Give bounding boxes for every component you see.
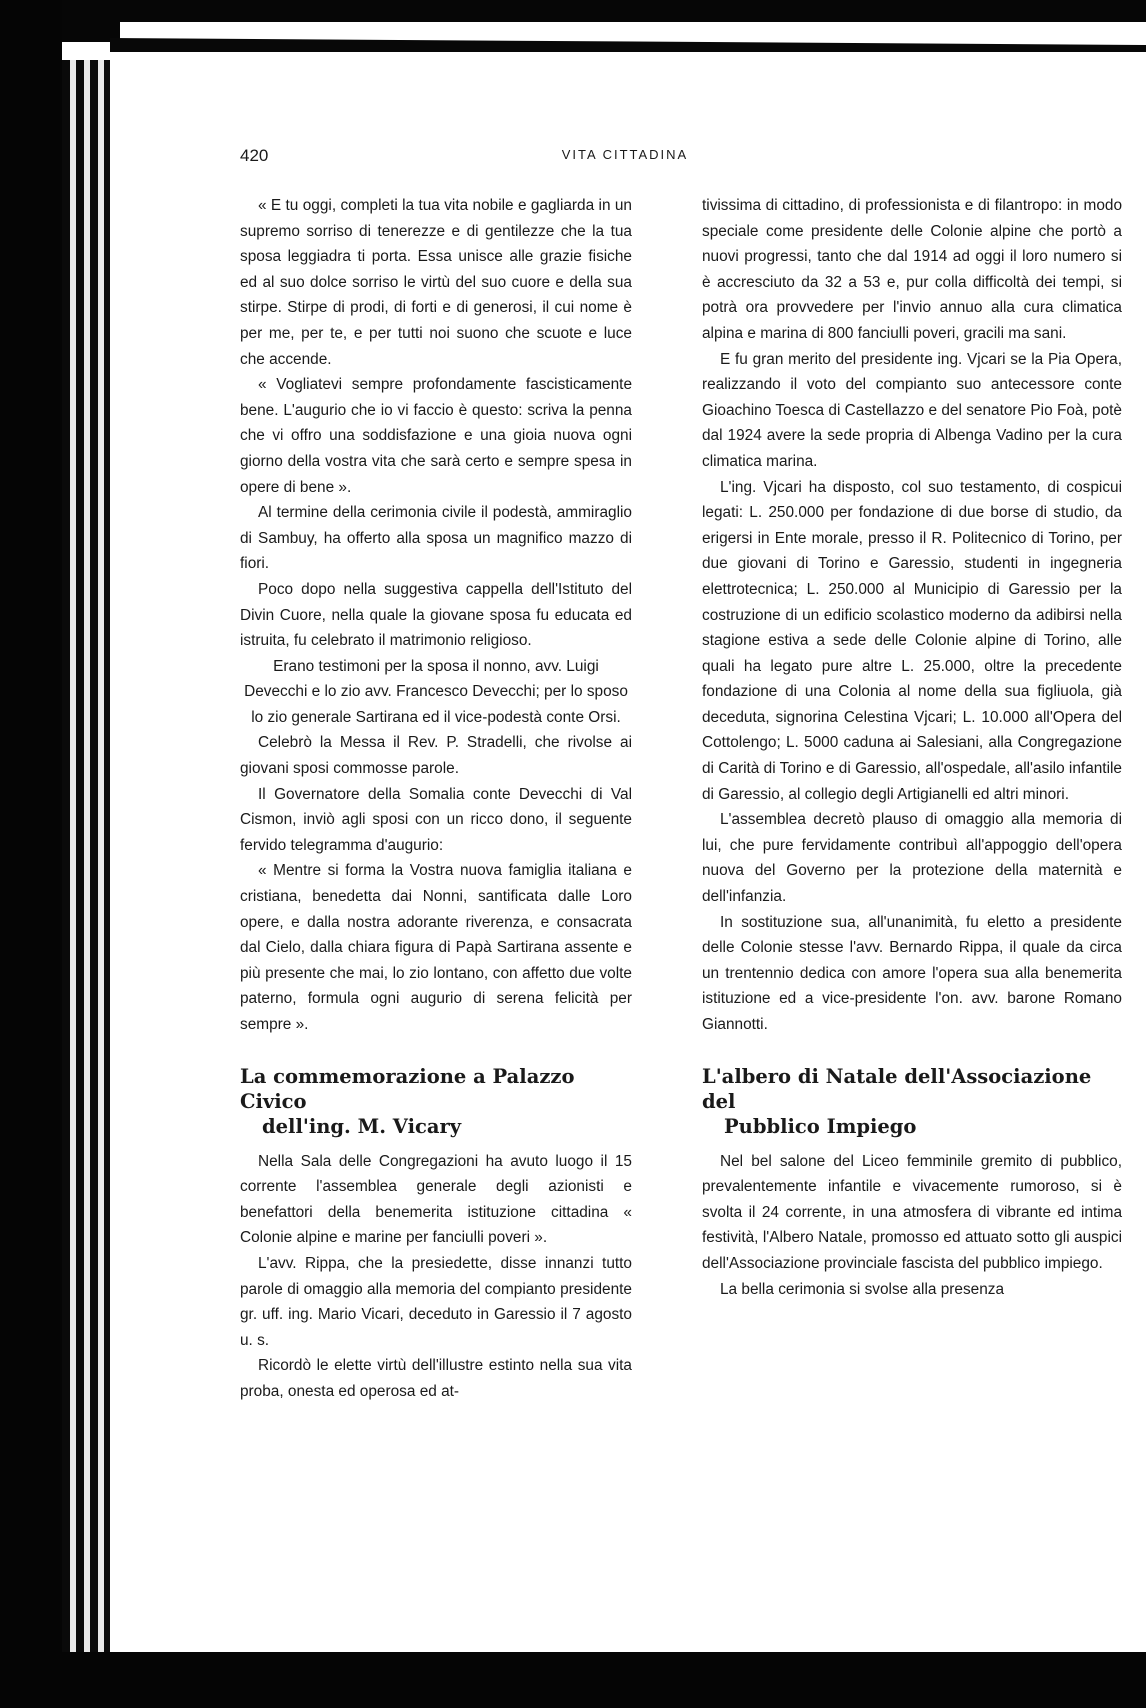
- left-column: [240, 193, 632, 1405]
- paragraph: Nel bel salone del Liceo femminile gremito di pubblico, prevalentemente infantile e vivacemente rumoroso, si è svolta il 24 corrente, in una atmosfera di vibrante ed intima festività, l'Albero Natale, promosso ed attuato sotto gli auspici dell'Associazione provinciale fascista del pubblico impiego.: [702, 1152, 1122, 1272]
- right-column: [702, 193, 1122, 1302]
- paragraph: In sostituzione sua, all'unanimità, fu eletto a presidente delle Colonie stesse l'avv. Bernardo Rippa, il quale da circa un trentennio dedica con amore l'opera sua alla benemerita istituzione ed a vice-presidente l'on. avv. barone Romano Giannotti.: [702, 913, 1122, 1033]
- paragraph: « Vogliatevi sempre profondamente fascisticamente bene. L'augurio che io vi faccio è questo: scriva la penna che vi offro una soddisfazione e una gioia nuova ogni giorno della vostra vita che sarà certo e sempre spesa in opere di bene ».: [240, 376, 632, 496]
- paragraph: L'ing. Vjcari ha disposto, col suo testamento, di cospicui legati: L. 250.000 per fondazione di due borse di studio, da erigersi in Ente morale, presso il R. Politecnico di Torino, per due giovani di Torino e Garessio, studenti in ingegneria elettrotecnica; L. 250.000 al Municipio di Garessio per la costruzione di un edificio scolastico moderno da adibirsi nella stagione estiva a sede delle Colonie alpine di Torino, alle quali ha legato pure altre L. 25.000, oltre la precedente fondazione di una Colonia al nome della sua figliuola, già deceduta, signorina Celestina Vjcari; L. 10.000 all'Opera del Cottolengo; L. 5000 caduna ai Salesiani, alla Congregazione di Carità di Torino e di Garessio, all'ospedale, all'asilo infantile di Garessio, al collegio degli Artigianelli ed altri minori.: [702, 478, 1122, 803]
- running-head: [240, 146, 1010, 164]
- paragraph: Ricordò le elette virtù dell'illustre estinto nella sua vita proba, onesta ed operosa ed at-: [240, 1357, 632, 1400]
- scan-frame-bottom: [0, 1652, 1146, 1708]
- paragraph: Celebrò la Messa il Rev. P. Stradelli, che rivolse ai giovani sposi commosse parole.: [240, 734, 632, 778]
- paragraph: La bella cerimonia si svolse alla presenza: [720, 1280, 1005, 1298]
- paragraph: Poco dopo nella suggestiva cappella dell'Istituto del Divin Cuore, nella quale la giovane sposa fu educata ed istruita, fu celebrato il matrimonio religioso.: [240, 580, 632, 650]
- heading-line: dell'ing. M. Vicary: [262, 1114, 462, 1138]
- heading-line: La commemorazione a Palazzo Civico: [240, 1064, 575, 1113]
- paragraph: L'assemblea decretò plauso di omaggio alla memoria di lui, che pure fervidamente contribuì all'appoggio dell'opera nuova del Governo per la protezione della maternità e dell'infanzia.: [702, 811, 1122, 906]
- paragraph: Il Governatore della Somalia conte Devecchi di Val Cismon, inviò agli sposi con un ricco dono, il seguente fervido telegramma d'augurio:: [240, 785, 632, 854]
- heading-line: L'albero di Natale dell'Associazione del: [702, 1064, 1092, 1113]
- paragraph: « E tu oggi, completi la tua vita nobile e gagliarda in un supremo sorriso di tenerezze e di gentilezze che la tua sposa leggiadra ti porta. Essa unisce alle grazie fisiche ed al suo dolce sorriso le virtù del suo cuore e della sua stirpe. Stirpe di prodi, di forti e di generosi, il cui nome è per me, per te, e per tutti noi suono che scuote e luce che accende.: [240, 197, 632, 368]
- heading-line: Pubblico Impiego: [724, 1114, 917, 1138]
- section-heading-commemorazione: [240, 1064, 632, 1139]
- paragraph: E fu gran merito del presidente ing. Vjcari se la Pia Opera, realizzando il voto del compianto suo antecessore conte Gioachino Toesca di Castellazzo e del senatore Pio Foà, potè dal 1924 avere la sede propria di Albenga Vadino per la cura climatica marina.: [702, 350, 1122, 470]
- book-page-edge: [62, 60, 70, 1652]
- paragraph: Nella Sala delle Congregazioni ha avuto luogo il 15 corrente l'assemblea generale degli azionisti e benefattori della benemerita istituzione cittadina « Colonie alpine e marine per fanciulli poveri ».: [240, 1152, 632, 1247]
- paragraph: tivissima di cittadino, di professionista e di filantropo: in modo speciale come presidente delle Colonie alpine che portò a nuovi progressi, tanto che dal 1914 ad oggi il loro numero si è accresciuto da 32 a 53 e, pur colla difficoltà dei tempi, si potrà ora provvedere per l'invio annuo alla cura climatica alpina e marina di 800 fanciulli poveri, gracili ma sani.: [702, 197, 1122, 342]
- paragraph: Al termine della cerimonia civile il podestà, ammiraglio di Sambuy, ha offerto alla sposa un magnifico mazzo di fiori.: [240, 504, 632, 573]
- paragraph: L'avv. Rippa, che la presiedette, disse innanzi tutto parole di omaggio alla memoria del compianto presidente gr. uff. ing. Mario Vicari, deceduto in Garessio il 7 agosto u. s.: [240, 1254, 632, 1349]
- scan-frame-left: [0, 0, 62, 1708]
- book-page-edge: [90, 60, 98, 1652]
- book-page-edge: [76, 60, 84, 1652]
- page-number: 420: [240, 146, 269, 165]
- book-page-edge: [104, 60, 110, 1652]
- paragraph: « Mentre si forma la Vostra nuova famiglia italiana e cristiana, benedetta dai Nonni, santificata dalle Loro opere, e dalla nostra adorante riverenza, e consacrata dal Cielo, dalla chiara figura di Papà Sartirana assente e più presente che mai, lo zio lontano, con affetto due volte paterno, formula ogni augurio di serena felicità per sempre ».: [240, 862, 632, 1033]
- paragraph: Erano testimoni per la sposa il nonno, avv. Luigi Devecchi e lo zio avv. Francesco Devecchi; per lo sposo lo zio generale Sartirana ed il vice-podestà conte Orsi.: [244, 657, 628, 726]
- journal-title: VITA CITTADINA: [561, 147, 689, 162]
- section-heading-albero-di-natale: [702, 1064, 1122, 1139]
